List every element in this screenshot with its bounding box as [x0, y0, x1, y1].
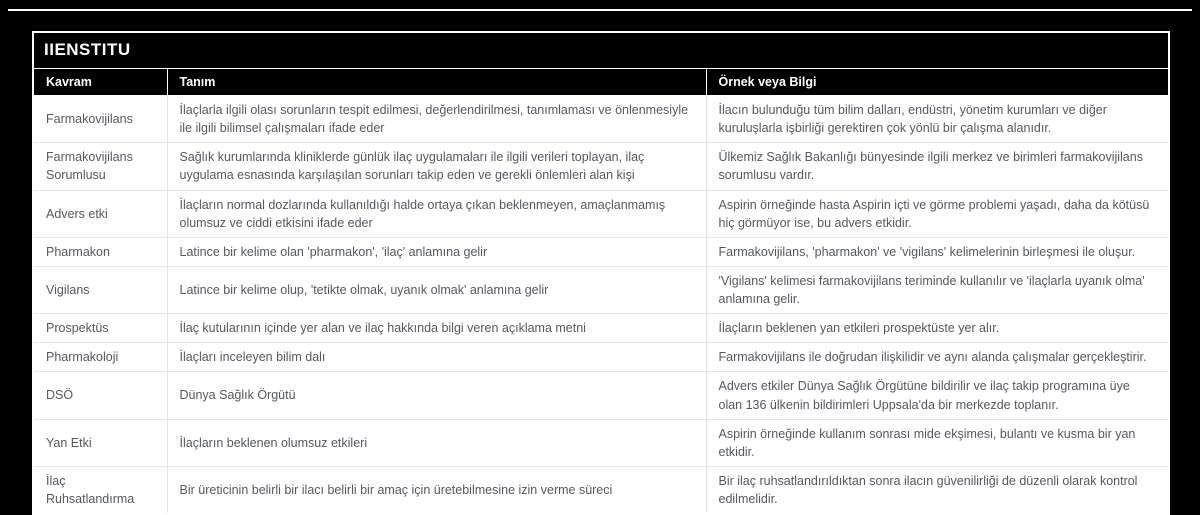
cell-ornek: Aspirin örneğinde kullanım sonrası mide ekşimesi, bulantı ve kusma bir yan etkidir.: [706, 419, 1169, 466]
cell-kavram: Pharmakon: [33, 237, 167, 266]
table-row: [33, 96, 1169, 143]
column-header-kavram: Kavram: [33, 69, 167, 96]
cell-tanim: Latince bir kelime olan 'pharmakon', 'ilaç' anlamına gelir: [167, 237, 706, 266]
column-header-tanim: Tanım: [167, 69, 706, 96]
cell-ornek: Aspirin örneğinde hasta Aspirin içti ve görme problemi yaşadı, daha da kötüsü hiç görmüyor ise, bu advers etkidir.: [706, 190, 1169, 237]
cell-ornek: Ülkemiz Sağlık Bakanlığı bünyesinde ilgili merkez ve birimleri farmakovijilans sorumlusu vardır.: [706, 143, 1169, 190]
cell-ornek: Advers etkiler Dünya Sağlık Örgütüne bildirilir ve ilaç takip programına üye olan 136 ülkenin bildirimleri Uppsala'da bir merkezde toplanır.: [706, 372, 1169, 419]
table-row: [33, 419, 1169, 466]
cell-kavram: Farmakovijilans: [33, 96, 167, 143]
cell-kavram: Advers etki: [33, 190, 167, 237]
table-header-row: [33, 69, 1169, 96]
cell-ornek: Farmakovijilans ile doğrudan ilişkilidir ve aynı alanda çalışmalar gerçekleştirir.: [706, 343, 1169, 372]
cell-ornek: Farmakovijilans, 'pharmakon' ve 'vigilans' kelimelerinin birleşmesi ile oluşur.: [706, 237, 1169, 266]
cell-tanim: İlaçları inceleyen bilim dalı: [167, 343, 706, 372]
cell-tanim: Dünya Sağlık Örgütü: [167, 372, 706, 419]
cell-kavram: Vigilans: [33, 266, 167, 313]
table-row: [33, 190, 1169, 237]
cell-kavram: Pharmakoloji: [33, 343, 167, 372]
glossary-table-container: [32, 31, 1168, 515]
table-row: [33, 466, 1169, 514]
cell-tanim: Bir üreticinin belirli bir ilacı belirli bir amaç için üretebilmesine izin verme süreci: [167, 466, 706, 514]
top-divider-line: [8, 9, 1192, 11]
cell-ornek: İlacın bulunduğu tüm bilim dalları, endüstri, yönetim kurumları ve diğer kuruluşlarla işbirliği gerektiren çok yönlü bir çalışma alanıdır.: [706, 96, 1169, 143]
cell-ornek: Bir ilaç ruhsatlandırıldıktan sonra ilacın güvenilirliği de düzenli olarak kontrol edilmelidir.: [706, 466, 1169, 514]
table-title-row: [33, 32, 1169, 69]
cell-ornek: İlaçların beklenen yan etkileri prospektüste yer alır.: [706, 314, 1169, 343]
cell-kavram: Farmakovijilans Sorumlusu: [33, 143, 167, 190]
table-row: [33, 343, 1169, 372]
cell-kavram: Yan Etki: [33, 419, 167, 466]
cell-kavram: Prospektüs: [33, 314, 167, 343]
table-row: [33, 372, 1169, 419]
cell-tanim: İlaçlarla ilgili olası sorunların tespit edilmesi, değerlendirilmesi, tanımlaması ve önlenmesiyle ile ilgili bilimsel çalışmaları ifade eder: [167, 96, 706, 143]
cell-tanim: Latince bir kelime olup, 'tetikte olmak, uyanık olmak' anlamına gelir: [167, 266, 706, 313]
cell-tanim: İlaç kutularının içinde yer alan ve ilaç hakkında bilgi veren açıklama metni: [167, 314, 706, 343]
table-row: [33, 143, 1169, 190]
cell-kavram: İlaç Ruhsatlandırma: [33, 466, 167, 514]
page-title: IIENSTITU: [33, 32, 1169, 69]
cell-tanim: Sağlık kurumlarında kliniklerde günlük ilaç uygulamaları ile ilgili verileri toplayan, ilaç uygulama esnasında karşılaşılan sorunları takip eden ve gerekli önlemleri alan kişi: [167, 143, 706, 190]
glossary-table: [32, 31, 1170, 515]
column-header-ornek-veya-bilgi: Örnek veya Bilgi: [706, 69, 1169, 96]
cell-ornek: 'Vigilans' kelimesi farmakovijilans teriminde kullanılır ve 'ilaçlarla uyanık olma' anlamına gelir.: [706, 266, 1169, 313]
table-row: [33, 237, 1169, 266]
table-row: [33, 266, 1169, 313]
cell-tanim: İlaçların beklenen olumsuz etkileri: [167, 419, 706, 466]
table-row: [33, 314, 1169, 343]
cell-kavram: DSÖ: [33, 372, 167, 419]
cell-tanim: İlaçların normal dozlarında kullanıldığı halde ortaya çıkan beklenmeyen, amaçlanmamış olumsuz ve ciddi etkisini ifade eder: [167, 190, 706, 237]
